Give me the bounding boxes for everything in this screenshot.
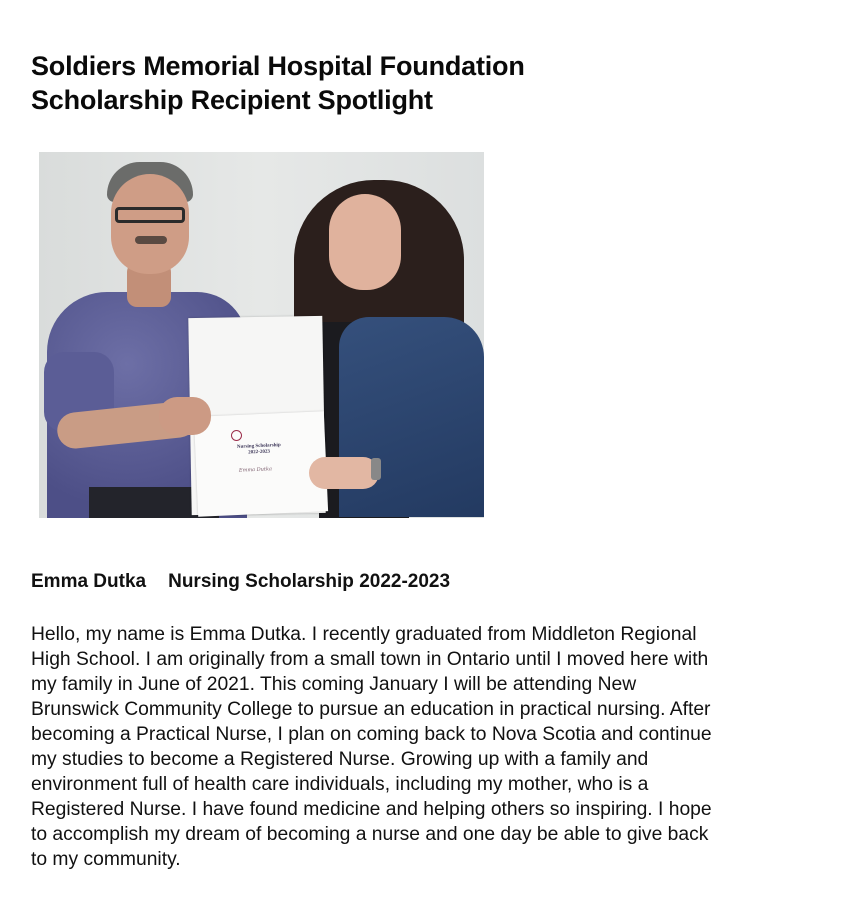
glasses [115, 207, 185, 223]
recipient-heading [31, 571, 450, 593]
bio-line: High School. I am originally from a small town in Ontario until I moved here with [31, 649, 709, 670]
title-line-2: Scholarship Recipient Spotlight [31, 85, 433, 115]
bio-line: environment full of health care individuals, including my mother, who is a [31, 774, 649, 795]
bio-line: to accomplish my dream of becoming a nurse and one day be able to give back [31, 824, 709, 845]
man-hand [159, 397, 211, 435]
bio-line: Brunswick Community College to pursue an education in practical nursing. After [31, 699, 711, 720]
bio-line: my family in June of 2021. This coming January I will be attending New [31, 674, 637, 695]
bio-line: my studies to become a Registered Nurse. Growing up with a family and [31, 749, 649, 770]
mustache [135, 236, 167, 244]
scholarship-name: Nursing Scholarship 2022-2023 [168, 571, 451, 592]
title-line-1: Soldiers Memorial Hospital Foundation [31, 51, 525, 81]
woman-face [329, 194, 401, 290]
page-title [31, 49, 525, 117]
bio-line: to my community. [31, 849, 181, 870]
recipient-name: Emma Dutka [31, 571, 147, 592]
certificate-lower [194, 411, 328, 517]
bio-line: becoming a Practical Nurse, I plan on coming back to Nova Scotia and continue [31, 724, 712, 745]
certificate-years: 2022-2023 [248, 449, 271, 456]
bio-line: Registered Nurse. I have found medicine and helping others so inspiring. I hope [31, 799, 712, 820]
woman-hand [309, 457, 379, 489]
recipient-photo [39, 152, 484, 518]
watch-icon [371, 458, 381, 480]
heart-logo-icon [231, 430, 242, 441]
bio-line: Hello, my name is Emma Dutka. I recently graduated from Middleton Regional [31, 624, 697, 645]
certificate-signature: Emma Dutka [238, 466, 273, 474]
man-face [111, 174, 189, 274]
recipient-bio [31, 622, 831, 872]
certificate-title-text: Nursing Scholarship [236, 443, 281, 450]
